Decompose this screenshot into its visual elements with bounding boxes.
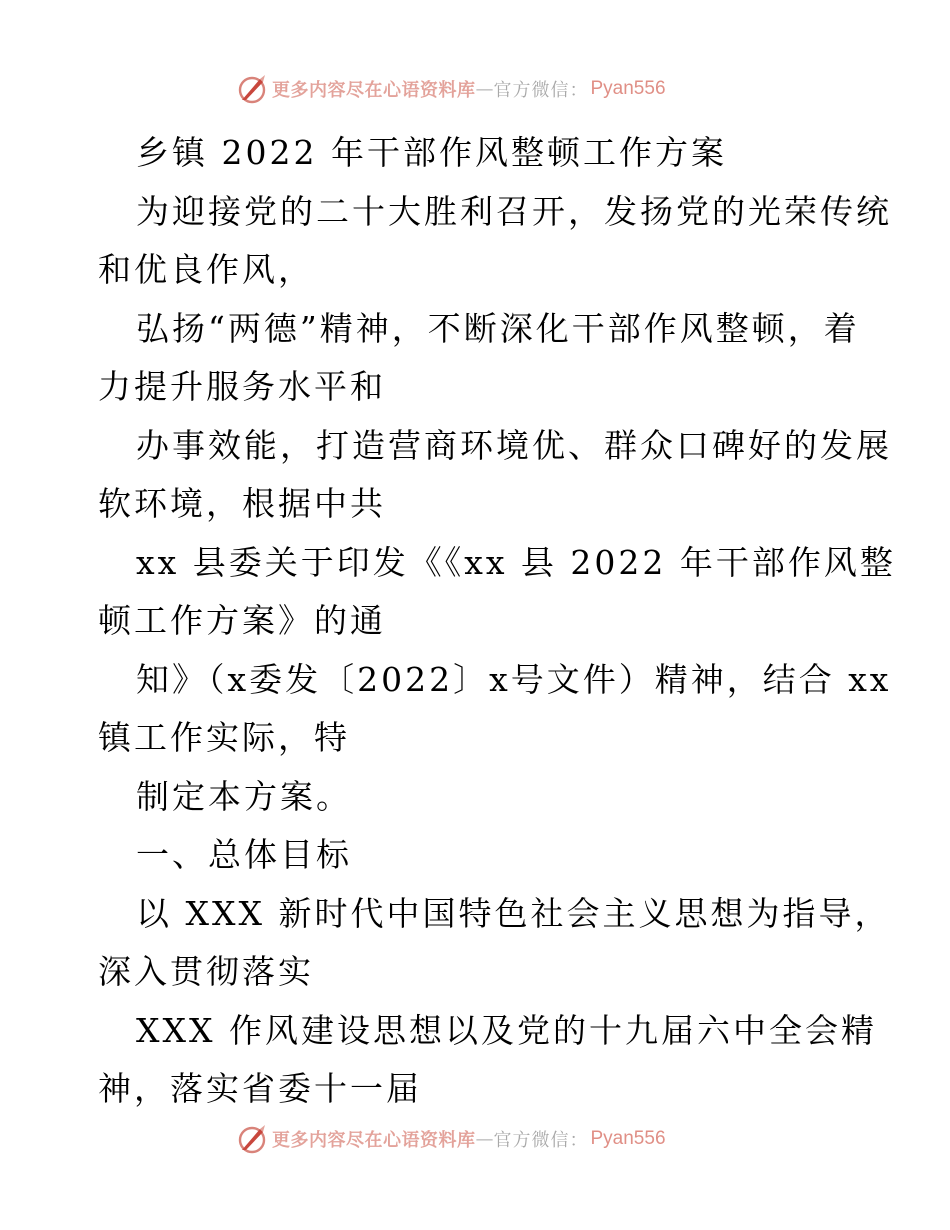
paragraph-line: 知》（x委发〔2022〕x号文件）精神，结合 xx <box>136 659 892 699</box>
watermark-dash: — <box>475 1128 494 1150</box>
document-title: 乡镇 2022 年干部作风整顿工作方案 <box>136 133 727 172</box>
quill-logo-icon <box>236 1123 268 1155</box>
paragraph-line: 顿工作方案》的通 <box>98 601 386 640</box>
paragraph-line: xx 县委关于印发《《xx 县 2022 年干部作风整 <box>136 542 896 582</box>
quill-logo-icon <box>236 73 268 105</box>
paragraph-line: 深入贯彻落实 <box>98 952 314 991</box>
section-heading: 一、总体目标 <box>136 835 352 874</box>
paragraph-line: 以 XXX 新时代中国特色社会主义思想为指导， <box>136 893 891 933</box>
header-watermark <box>236 71 666 107</box>
document-body <box>98 124 896 1119</box>
paragraph-line: 为迎接党的二十大胜利召开，发扬党的光荣传统 <box>136 191 892 231</box>
watermark-wechat-id: Pyan556 <box>590 78 666 99</box>
paragraph-line: 弘扬“两德”精神，不断深化干部作风整顿，着 <box>136 308 860 348</box>
watermark-wechat-label: 官方微信： <box>493 80 589 101</box>
paragraph-line: 神，落实省委十一届 <box>98 1069 422 1108</box>
watermark-wechat-label: 官方微信： <box>493 1130 589 1151</box>
watermark-dash: — <box>475 78 494 100</box>
paragraph-line: 制定本方案。 <box>136 776 352 816</box>
paragraph-line: 和优良作风， <box>98 250 314 289</box>
watermark-wechat-id: Pyan556 <box>590 1128 666 1149</box>
paragraph-line: 力提升服务水平和 <box>98 367 386 406</box>
paragraph-line: 办事效能，打造营商环境优、群众口碑好的发展 <box>136 425 892 465</box>
watermark-text: 更多内容尽在心语资料库 <box>272 1130 476 1151</box>
watermark-text: 更多内容尽在心语资料库 <box>272 80 476 101</box>
paragraph-line: XXX 作风建设思想以及党的十九届六中全会精 <box>136 1010 877 1050</box>
paragraph-line: 软环境，根据中共 <box>98 484 386 523</box>
footer-watermark <box>236 1121 666 1157</box>
paragraph-line: 镇工作实际，特 <box>98 718 350 757</box>
